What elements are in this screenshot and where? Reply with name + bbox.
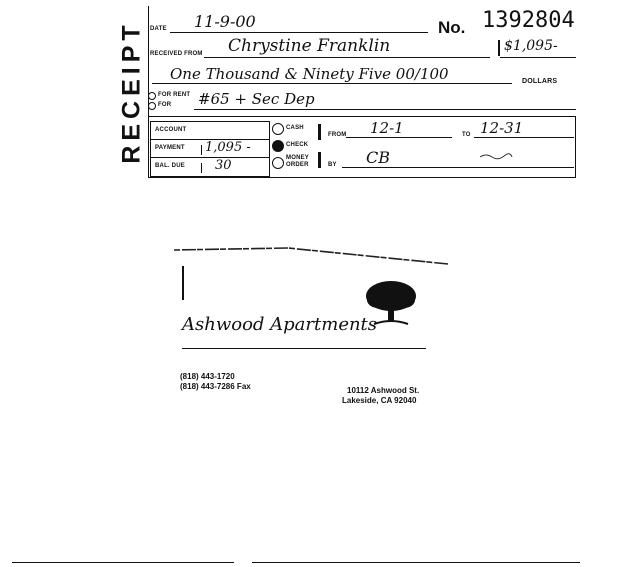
account-label: ACCOUNT <box>155 127 187 133</box>
text-cursor-mark <box>182 266 184 300</box>
cash-label: CASH <box>286 125 304 131</box>
receipt-vertical-title: RECEIPT <box>117 20 146 164</box>
for-value: #65 + Sec Dep <box>198 90 315 108</box>
address-street: 10112 Ashwood St. <box>347 386 420 395</box>
from-line <box>346 137 452 138</box>
payment-value: 1,095 - <box>205 140 251 155</box>
dollars-label: DOLLARS <box>522 78 558 85</box>
check-label: CHECK <box>286 142 309 148</box>
address-city: Lakeside, CA 92040 <box>342 396 417 405</box>
card-top-edge <box>168 242 450 272</box>
bal-due-label: BAL. DUE <box>155 163 202 173</box>
amount-bracket <box>498 40 500 56</box>
to-value: 12-31 <box>480 119 524 137</box>
payment-row <box>151 140 269 158</box>
for-second-line <box>148 116 576 117</box>
for-rent-label: FOR RENT <box>158 92 191 98</box>
by-label: BY <box>328 162 337 168</box>
received-from-label: RECEIVED FROM <box>150 51 203 57</box>
by-line <box>342 167 574 168</box>
amount-line <box>500 57 576 58</box>
company-name: Ashwood Apartments <box>182 314 378 335</box>
date-line <box>170 32 428 33</box>
payment-label: PAYMENT <box>155 145 202 155</box>
account-table <box>150 121 270 177</box>
received-from-line <box>204 57 490 58</box>
phone-number: (818) 443-1720 <box>180 372 235 381</box>
card-address <box>342 386 419 406</box>
bal-due-row <box>151 158 269 175</box>
to-line <box>474 137 574 138</box>
business-card <box>168 242 450 412</box>
date-value: 11-9-00 <box>194 12 256 31</box>
received-by-initials: CB <box>366 148 390 167</box>
page-bottom-rule-left <box>12 562 234 563</box>
contact-phones <box>180 372 251 392</box>
for-line <box>194 109 576 110</box>
by-bar <box>318 152 321 168</box>
date-label: DATE <box>150 26 167 32</box>
account-row <box>151 122 269 140</box>
fax-number: (818) 443-7286 Fax <box>180 382 251 391</box>
from-label: FROM <box>328 132 347 138</box>
check-radio-selected <box>272 140 284 152</box>
bal-due-value: 30 <box>215 158 232 173</box>
received-from-value: Chrystine Franklin <box>228 36 391 56</box>
page-bottom-rule-right <box>252 562 580 563</box>
amount-value: $1,095- <box>504 38 558 54</box>
from-value: 12-1 <box>370 119 404 137</box>
for-checkbox <box>148 102 156 110</box>
for-rent-checkbox <box>148 92 156 100</box>
receipt-number: 1392804 <box>482 8 575 33</box>
receipt-bottom-rule <box>148 177 576 178</box>
money-order-radio <box>272 157 284 169</box>
amount-words-line <box>152 83 512 84</box>
cash-radio <box>272 123 284 135</box>
for-label: FOR <box>158 102 172 108</box>
to-label: TO <box>462 132 471 138</box>
money-order-label: MONEY ORDER <box>286 155 310 168</box>
amount-in-words: One Thousand & Ninety Five 00/100 <box>170 65 449 83</box>
receipt-form <box>148 6 576 178</box>
receipt-right-rule <box>575 116 576 178</box>
rent-receipt <box>118 6 578 178</box>
receipt-number-label: No. <box>438 18 466 37</box>
from-bar <box>318 124 321 140</box>
signature-scribble-icon <box>478 152 514 160</box>
card-divider <box>182 348 426 349</box>
